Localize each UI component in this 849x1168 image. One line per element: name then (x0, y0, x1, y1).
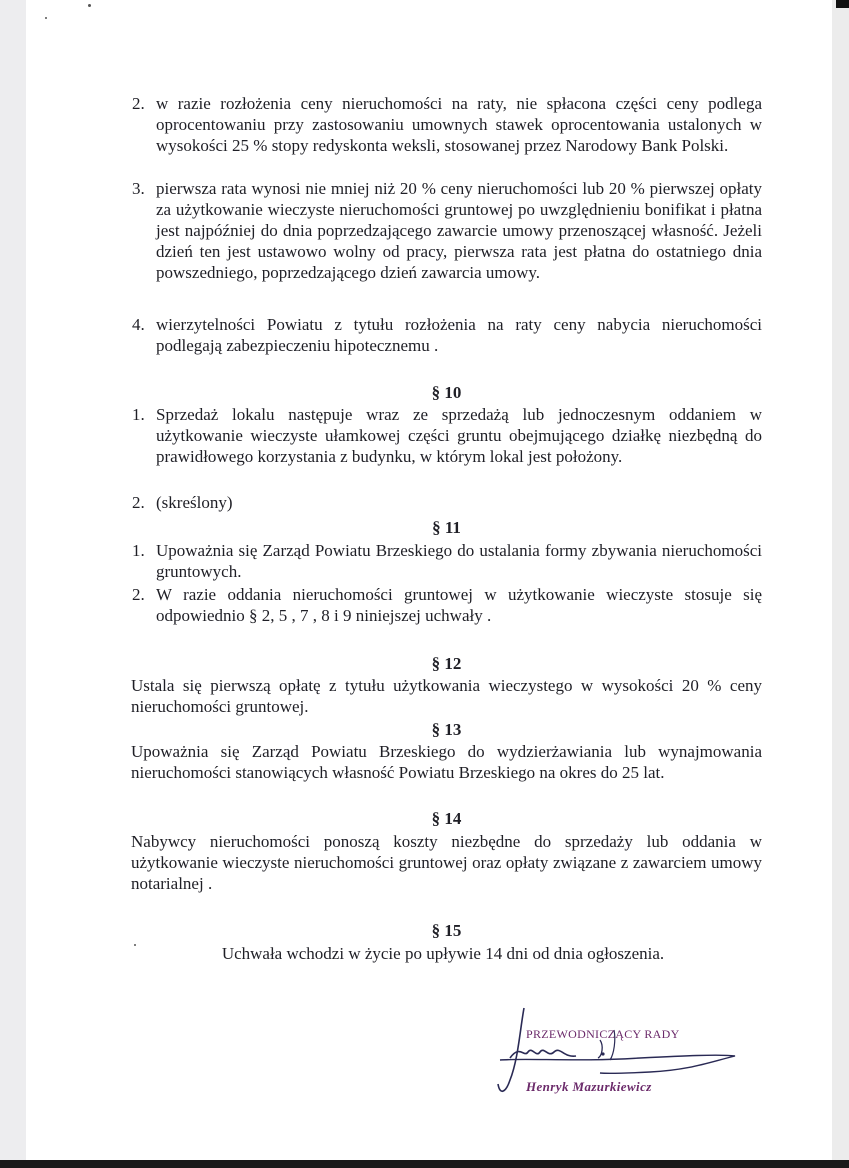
item-number: 4. (132, 315, 145, 334)
closing-text: Uchwała wchodzi w życie po upływie 14 dni od dnia ogłoszenia. (221, 944, 665, 963)
list-item (132, 178, 762, 283)
item-text: (skreślony) (156, 493, 233, 512)
list-item (132, 540, 762, 582)
list-item (132, 93, 762, 156)
item-number: 1. (132, 541, 145, 560)
section-heading: § 11 (432, 518, 461, 537)
section-text: Ustala się pierwszą opłatę z tytułu użytkowania wieczystego w wysokości 20 % ceny nieruchomości gruntowej. (131, 676, 762, 716)
stamp-title: PRZEWODNICZĄCY RADY (526, 1027, 680, 1041)
section-heading: § 10 (431, 383, 462, 402)
item-text: W razie oddania nieruchomości gruntowej w użytkowanie wieczyste stosuje się odpowiednio § 2, 5 , 7 , 8 i 9 niniejszej uchwały . (156, 585, 762, 625)
section-heading: § 12 (431, 654, 462, 673)
item-text: Upoważnia się Zarząd Powiatu Brzeskiego do ustalania formy zbywania nieruchomości gruntowych. (156, 541, 762, 581)
stamp-name: Henryk Mazurkiewicz (526, 1079, 652, 1094)
item-text: Sprzedaż lokalu następuje wraz ze sprzedażą lub jednoczesnym oddaniem w użytkowanie wieczyste ułamkowej części gruntu obejmującego działkę niezbędną do prawidłowego korzystania z budynku, w którym lokal jest położony. (156, 405, 762, 466)
list-item (132, 404, 762, 467)
section-text: Nabywcy nieruchomości ponoszą koszty niezbędne do sprzedaży lub oddania w użytkowanie wieczyste nieruchomości gruntowej oraz opłaty związane z zawarciem umowy notarialnej . (131, 832, 762, 893)
list-item (132, 492, 762, 513)
section-heading: § 13 (431, 720, 462, 739)
item-text: wierzytelności Powiatu z tytułu rozłożenia na raty ceny nabycia nieruchomości podlegają zabezpieczeniu hipotecznemu . (156, 315, 762, 355)
section-heading: § 14 (431, 809, 462, 828)
item-number: 2. (132, 585, 145, 604)
list-item (132, 584, 762, 626)
item-number: 2. (132, 493, 145, 512)
list-item (132, 314, 762, 356)
section-heading: § 15 (431, 921, 462, 940)
item-number: 3. (132, 179, 145, 198)
item-number: 2. (132, 94, 145, 113)
section-text: Upoważnia się Zarząd Powiatu Brzeskiego do wydzierżawiania lub wynajmowania nieruchomości stanowiących własność Powiatu Brzeskiego na okres do 25 lat. (131, 742, 762, 782)
item-text: w razie rozłożenia ceny nieruchomości na raty, nie spłacona części ceny podlega oprocentowaniu przy zastosowaniu umownych stawek oprocentowania ustalonych w wysokości 25 % stopy redyskonta weksli, stosowanej przez Narodowy Bank Polski. (156, 94, 762, 155)
item-number: 1. (132, 405, 145, 424)
item-text: pierwsza rata wynosi nie mniej niż 20 % ceny nieruchomości lub 20 % pierwszej opłaty za użytkowanie wieczyste nieruchomości gruntowej po uwzględnieniu bonifikat i płatna jest najpóźniej do dnia poprzedzającego zawarcie umowy przenoszącej własność. Jeżeli dzień ten jest ustawowo wolny od pracy, pierwsza rata jest płatna do ostatniego dnia powszedniego, poprzedzającego dzień zawarcia umowy. (156, 179, 762, 282)
